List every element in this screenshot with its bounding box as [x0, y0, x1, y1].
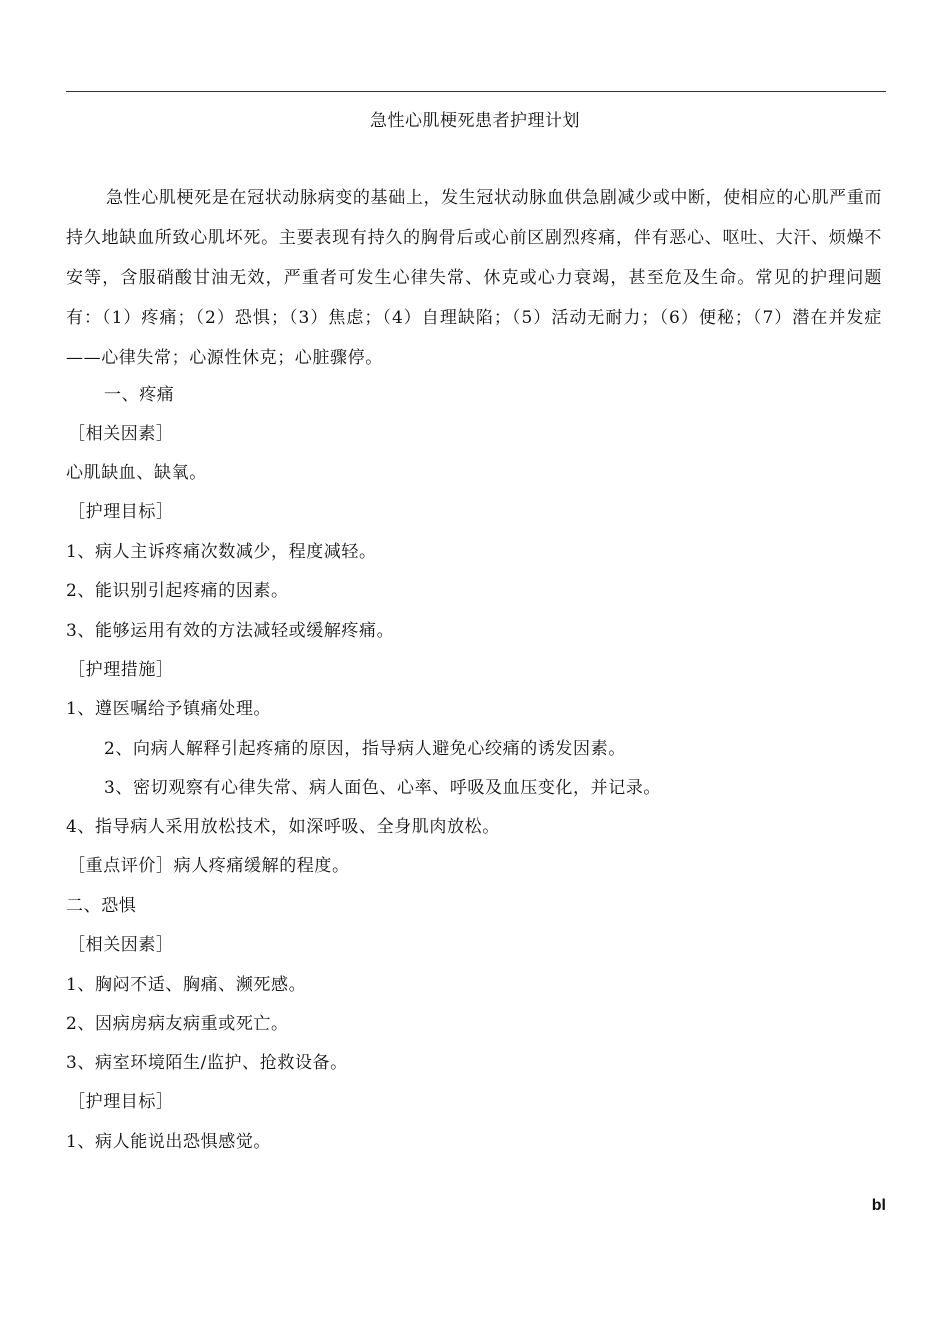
list-item: 1、病人主诉疼痛次数减少，程度减轻。 [66, 542, 377, 562]
bracket-heading: ［护理目标］ [68, 1092, 174, 1112]
list-item: 3、病室环境陌生/监护、抢救设备。 [66, 1053, 348, 1073]
list-item: 1、病人能说出恐惧感觉。 [66, 1132, 272, 1152]
section-heading-fear: 二、恐惧 [66, 896, 137, 916]
list-item: 3、密切观察有心律失常、病人面色、心率、呼吸及血压变化，并记录。 [104, 778, 662, 798]
list-item: 2、能识别引起疼痛的因素。 [66, 581, 289, 601]
bracket-heading: ［相关因素］ [68, 935, 174, 955]
header-rule [66, 91, 886, 92]
list-item: 2、因病房病友病重或死亡。 [66, 1014, 289, 1034]
list-item: 2、向病人解释引起疼痛的原因，指导病人避免心绞痛的诱发因素。 [104, 739, 626, 759]
bracket-heading: ［相关因素］ [68, 424, 174, 444]
bracket-heading: ［护理措施］ [68, 660, 174, 680]
list-item: 4、指导病人采用放松技术，如深呼吸、全身肌肉放松。 [66, 817, 500, 837]
body-line: 心肌缺血、缺氧。 [66, 463, 207, 483]
page-footer-mark: bl [871, 1197, 886, 1214]
section-heading-pain: 一、疼痛 [104, 385, 175, 405]
list-item: 3、能够运用有效的方法减轻或缓解疼痛。 [66, 621, 395, 641]
key-evaluation: ［重点评价］病人疼痛缓解的程度。 [68, 856, 350, 876]
intro-paragraph: 急性心肌梗死是在冠状动脉病变的基础上，发生冠状动脉血供急剧减少或中断，使相应的心肌严重而持久地缺血所致心肌坏死。主要表现有持久的胸骨后或心前区剧烈疼痛，伴有恶心、呕吐、大汗、烦燥不安等，含服硝酸甘油无效，严重者可发生心律失常、休克或心力衰竭，甚至危及生命。常见的护理问题有：（1）疼痛；（2）恐惧；（3）焦虑；（4）自理缺陷；（5）活动无耐力；（6）便秘；（7）潜在并发症——心律失常；心源性休克；心脏骤停。 [66, 188, 882, 368]
document-title: 急性心肌梗死患者护理计划 [370, 111, 580, 131]
bracket-heading: ［护理目标］ [68, 502, 174, 522]
list-item: 1、胸闷不适、胸痛、濒死感。 [66, 975, 307, 995]
list-item: 1、遵医嘱给予镇痛处理。 [66, 699, 272, 719]
